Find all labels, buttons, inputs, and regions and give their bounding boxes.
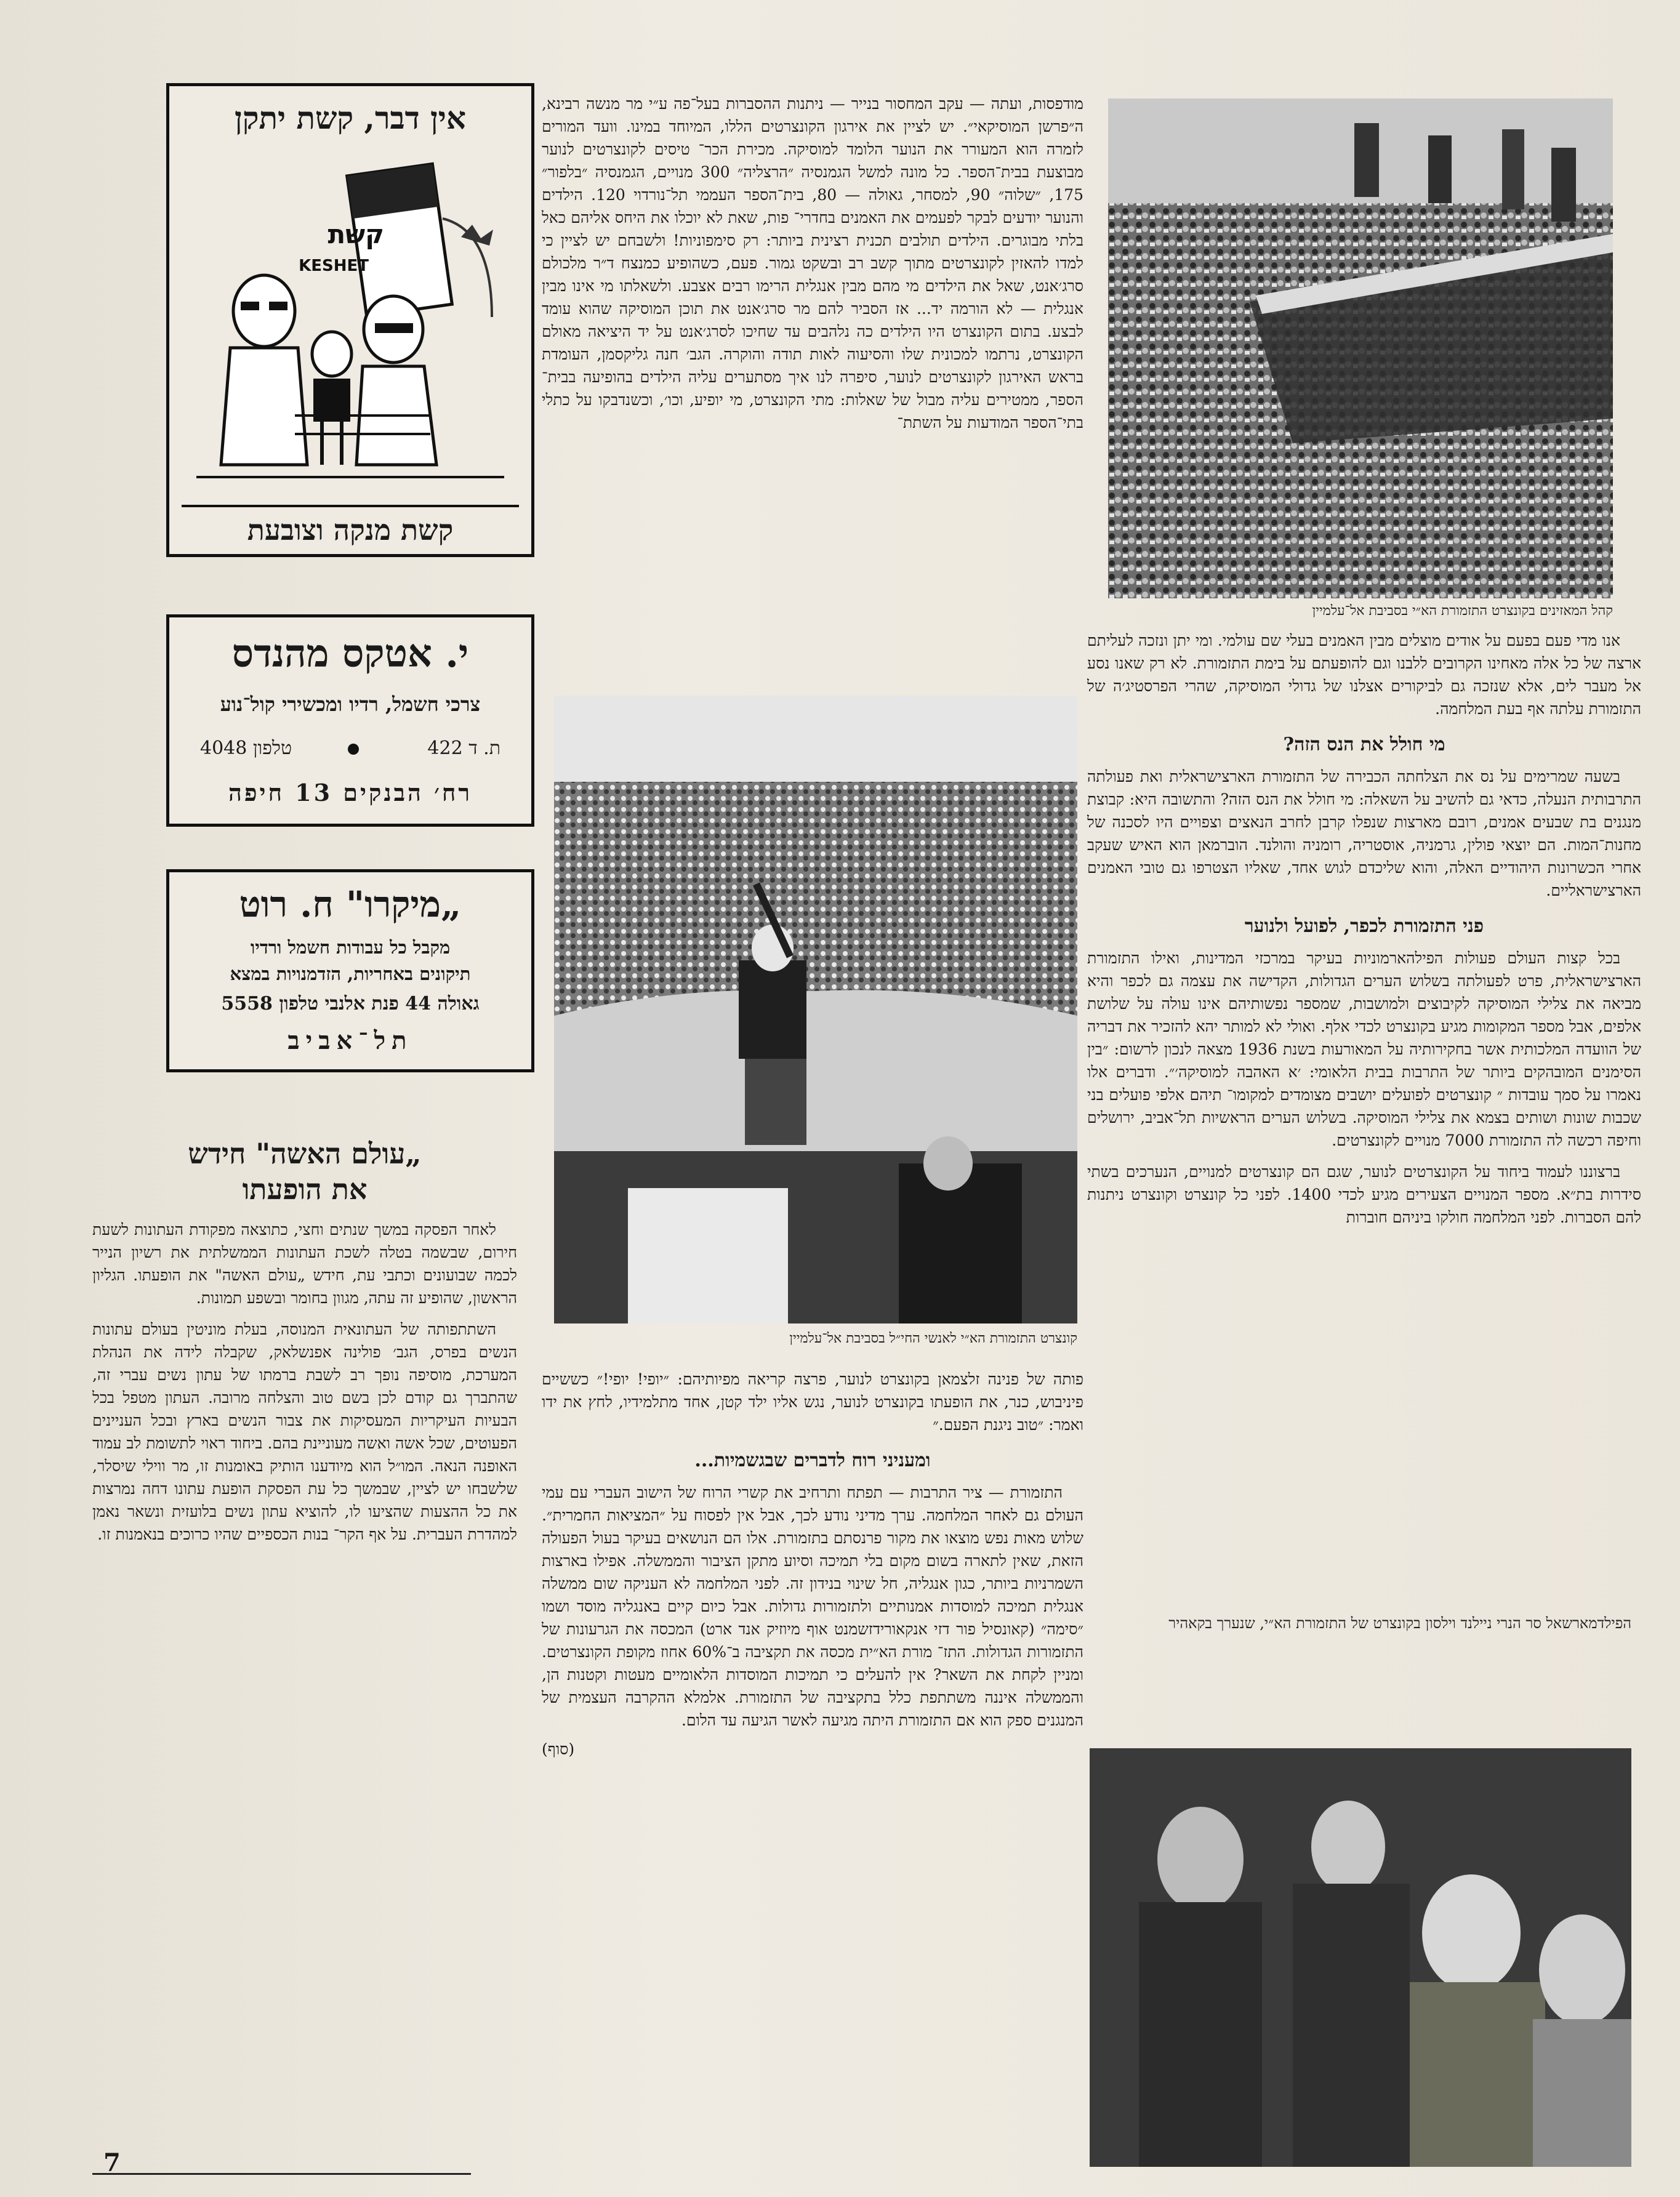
section-heading: ומעניני רוח לדברים שבגשמיות...	[694, 1450, 931, 1471]
article-column-middle-top	[542, 92, 1083, 443]
paragraph: השתתפותה של העתונאית המנוסה, בעלת מוניטין בעולם עתונות הנשים בפרס, הגב׳ פולינה אפנשלאק, שקבלה לידה את הנהלת המערכת, מוסיפה נופך רב לשבת ברמתו של עתון נשים עברי זה, שהתברך גם קודם לכן בשם טוב והצלחה מרובה. העתון מטפל בכל הבעיות העיקריות המעסיקות את צבור הנשים בארץ ובכל העניינים הפעוטים, שכל אשה ואשה מעוניינת בהם. ביחוד ראוי לתשומת לב עמוד האופנה הנאה. המו״ל הוא מיודענו הותיק באומנות זו, מר ווילי שיסלר, שלשבחו יש לציין, שבמשך כל עת הפסקת הופעת עתונו דחה נמרצות את כל ההצעות שהציעו לו, להוציא עתון נשים בלועזית ונשאר נאמן למהדרת העברית. על אף הקר־ בנות הכספיים שהיו כרוכים בנאמנות זו.	[92, 1320, 517, 1543]
ad-micro-line1: מקבל כל עבודות חשמל ורדיו	[250, 937, 451, 958]
photo-field-marshal-concert	[1090, 1748, 1631, 2167]
paragraph: בכל קצות העולם פעולות הפילהארמוניות בעיקר במרכזי המדינות, ואילו התזמורת הארצישראלית, פרט לפעולתה בשלוש הערים הגדולות, הקדישה את עצמה גם לכפר והיא מביאה את צלילי המוסיקה לקיבוצים ולמושבות, שמספר נפשותיהם אינו עולה על שלושת אלפים, אבל מספר המקומות מגיע בקונצרט לכדי אלף. ואולי לא למותר יהא להזכיר את דבריה של הוועדה המלכותית אשר בחקירותיה על המאורעות בשנת 1936 מצאה לנכון לרשום: ״בין הסימנים המובהקים ביותר של התרבות בבית הלאומי: ׳א האהבה למוסיקה׳״. ודברים אלו נאמרו על סמך עובדות ״ קונצרטים לפועלים יושבים מצומדים למקומו־ תיהם אלפי פועלים בני שכבות שונות ושותים בצמא את צלילי המוסיקה. בשלוש הערים הראשיות תל־אביב, ירושלים וחיפה רכשה לה התזמורת 7000 מנויים לקונצרטים.	[1087, 949, 1641, 1149]
ad-atex-pobox: ת. ד 422	[427, 737, 500, 759]
ad-keshet-box-label-en: KESHET	[299, 257, 369, 275]
caption-middle-photo: קונצרט התזמורת הא״י לאנשי החי״ל בסביבת אל־עלמיין	[789, 1331, 1077, 1346]
photo-el-alamein-audience	[1108, 98, 1613, 598]
ad-atex-bullet	[348, 744, 359, 755]
photo-orchestra-soldiers	[554, 696, 1077, 1323]
ad-micro-city: תל־אביב	[287, 1026, 413, 1055]
paragraph: התזמורת — ציר התרבות — תפתח ותרחיב את קשרי הרוח של הישוב העברי עם עמי העולם גם לאחר המלחמה. ערך מדיני נודע לכך, אבל אין לפסוח על ״המציאות החמרית״. שלוש מאות נפש מוצאו את מקור פרנסתם בתזמורת. אלו הם הנושאים בעיקר בעול הפעולה הזאת, שאין לתארה בשום מקום בלי תמיכה וסיוע מתקן הציבור והממשלה. אפילו בארצות השמרניות ביותר, כגון אנגליה, חל שינוי בנידון זה. לפני המלחמה לא העניקה שום ממשלה אנגלית תמיכה למוסדות אמנותיים ולתזמורות גדולות. אבל כיום קיים באנגליה מוסד ושמו ״סימה״ (קאונסיל פור דזי אנקאורידזשמנט אוף מיוזיק אנד ארט) המכסה את הגרעונות של התזמורות הגדולות. התז־ מורת הא״ית מכסה את תקציבה ב־60% אחוז מקופת הקונצרטים. ומניין לקחת את השאר? אין להעלים כי תמיכות המוסדות הלאומיים מעטות וקטנות הן, והממשלה איננה משתתפת כלל בתקציבה של התזמורת. אלמלא ההקרבה העצמית של המנגנים ספק הוא אם התזמורת היתה מגיעה לאשר הגיעה עד הלום.	[542, 1484, 1084, 1729]
ad-atex-products: צרכי חשמל, רדיו ומכשירי קול־נוע	[220, 693, 481, 716]
audience-portrait-image	[1090, 1748, 1631, 2167]
article-column-left	[92, 1136, 517, 1554]
paragraph: לאחר הפסקה במשך שנתים וחצי, כתוצאה מפקודת העתונות לשעת חירום, שבשמה בטלה לשכת העתונות הממשלתית את רשיון הנייר לכמה שבועונים וכתבי עת, חידש „עולם האשה" את הופעתו. הגליון הראשון, שהופיע זה עתה, מגוון בחומר ובשפע תמונות.	[92, 1221, 517, 1307]
paragraph: מודפסות, ועתה — עקב המחסור בנייר — ניתנות ההסברות בעל־פה ע״י מר מנשה רבינא, ה״פרשן המוסיקאי״. יש לציין את אירגון הקונצרטים הללו, המיוחד במינו. וועד המורים לזמרה הוא המעורר את הנוער הלומד למוסיקה. מכירת הכר־ טיסים לקונצרטים לנוער מבוצעת בבית־הספר. כל מונה למשל הגמנסיה ״הרצליה״ 300 מנויים, הגמנסיה ״בלפור״ 175, ״שלוה״ 90, למסחר, גאולה — 80, בית־הספר העממי תל־נורדוי 120. הילדים והנוער יודעים לבקר לפעמים את האמנים בחדרי־ פות, שאת לא יוכלו את היחס אליהם כאל בלתי מבוגרים. הילדים תולבים תכנית רצינית ביותר: רק סימפוניות! ולשבחם יש לציין כי למדו להאזין לקונצרטים מתוך קשב רב ובשקט גמור. פעם, כשהופיע כמנצח ד״ר מלכולם סרג׳אנט, שאל את הילדים מי מהם מבין אנגלית הרימו רבים אצבע. ולשאלתו מי אינו מבין אנגלית — לא הורמה יד... אז הסביר להם מר סרג׳אנט את תוכן המוסיקה שהוא עומד לבצע. בתום הקונצרט היו הילדים כה נלהבים עד שחיכו לסרג׳אנט על יד היציאה מאולם הקונצרט, נרתמו למכונית שלו והסיעוה לאות תודה והוקרה. הגב׳ חנה גליקסמן, העומדת בראש האירגון לקונצרטים לנוער, סיפרה לנו איך מסתערים עליה הילדים בהופיעה בבית־ הספר, ממטירים עליה מבול של שאלות: מתי הקונצרט, מי יופיע, וכו׳, וכשנדבקו על כתלי בתי־הספר המודעות על השתת־	[542, 95, 1084, 432]
headline-line-2: את הופעתו	[242, 1173, 368, 1206]
article-column-middle-bottom	[542, 1368, 1083, 1759]
page-number: 7	[103, 2148, 121, 2177]
ad-micro-line3: גאולה 44 פנת אלנבי טלפון 5558	[221, 993, 480, 1014]
section-heading: פני התזמורת לכפר, לפועל ולנוער	[1244, 915, 1484, 937]
crowd-photo-image	[1108, 98, 1613, 598]
paragraph: בשעה שמרימים על נס את הצלחתה הכבירה של התזמורת הארצישראלית ואת פעולתה התרבותית הנעלה, כדאי גם להשיב על השאלה: מי חולל את הנס הזה? והתשובה היא: קבוצת מנגנים בת שבעים אמנים, רובם מארצות שנפלו קרבן לחרב הנאצים וצפויים היו לסכנה של מחנות־המות. הם יוצאי פולין, גרמניה, אוסטריה, רומניה והולנד. הוברמאן הוא האיש שעקב אחרי הכשרונות היהודיים האלה, והוא שליכדם לגוש אחד, שאליו הצטרפו גם טובי האמנים הארצישראליים.	[1087, 768, 1641, 899]
article-end-mark: (סוף)	[542, 1740, 575, 1758]
headline-line-1: „עולם האשה" חידש	[188, 1137, 422, 1170]
ad-keshet-slogan: אין דבר, קשת יתקן	[234, 100, 467, 136]
paragraph: ברצוננו לעמוד ביחוד על הקונצרטים לנוער, שגם הם קונצרטים למנויים, הנערכים בשתי סידרות בת״א. מספר המנויים הצעירים מגיע לכדי 1400. לפני כל קונצרט וקונצרט ניתנות להם הסברות. לפני המלחמה חולקו ביניהם חוברות	[1087, 1163, 1641, 1226]
ad-atex-phone: טלפון 4048	[200, 737, 292, 759]
ad-micro	[166, 869, 534, 1072]
caption-top-photo: קהל המאזינים בקונצרט התזמורת הא״י בסביבת אל־עלמיין	[1312, 603, 1613, 619]
article-headline	[92, 1136, 517, 1207]
column-bottom-rule	[92, 2173, 471, 2175]
ad-atex	[166, 614, 534, 827]
ad-atex-address: רח׳ הבנקים 13 חיפה	[228, 779, 473, 806]
ad-keshet-box-label: קשת	[328, 219, 384, 249]
ad-micro-name: „מיקרו" ח. רוט	[239, 883, 462, 925]
ad-keshet	[166, 83, 534, 557]
ad-keshet-illustration	[172, 145, 529, 489]
ad-keshet-tagline: קשת מנקה וצובעת	[182, 505, 519, 547]
article-column-right	[1087, 629, 1641, 1237]
caption-bottom-photo: הפילדמארשאל סר הנרי ניילנד וילסון בקונצרט של התזמורת הא״י, שנערך בקאהיר	[1168, 1615, 1631, 1632]
orchestra-photo-image	[554, 696, 1077, 1323]
paragraph: אנו מדי פעם בפעם על אודים מוצלים מבין האמנים בעלי שם עולמי. ומי יתן ונזכה לעליתם ארצה של כל אלה מאחינו הקרובים ללבנו וגם להופעתם על בימת התזמורת. לא רק שאנו נסע אל מעבר לים, אלא שנזכה גם לביקורים אצלנו של גדולי המוסיקה, שהרי הפרסטיג׳ה של התזמורת עלתה אף בעת המלחמה.	[1087, 632, 1641, 718]
ad-micro-line2: תיקונים באחריות, הזדמנויות במצא	[230, 963, 471, 984]
section-heading: מי חולל את הנס הזה?	[1283, 734, 1445, 755]
ad-atex-name: י. אטקס מהנדס	[231, 631, 469, 676]
paragraph: פותה של פנינה זלצמאן בקונצרט לנוער, פרצה קריאה מפיותיהם: ״יופי! יופי!״ כששיים פיניבוש, כנר, את הופעתו בקונצרט לנוער, נגש אליו ילד קטן, אחד מתלמידיו, לחץ את ידו ואמר: ״טוב ניגנת הפעם.״	[542, 1370, 1083, 1434]
